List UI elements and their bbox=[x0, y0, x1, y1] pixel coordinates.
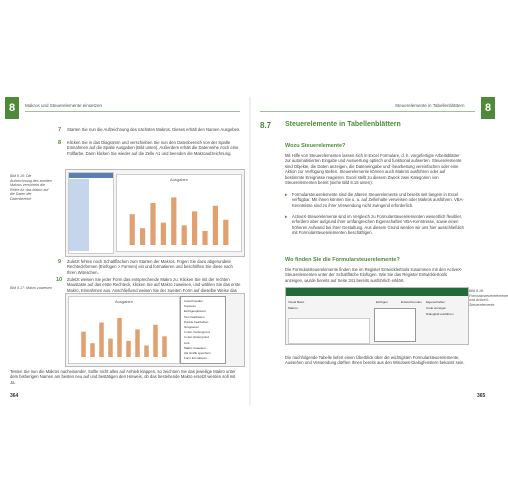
closing-paragraph: Testen Sie nun die Makros nacheinander. Sollte nicht alles auf Anhieb klappen, so zeichnen Sie das jeweilige Makro unter dem bisherigen Namen am besten neu auf und bestätigen den Hinweis, ob das bestehende Makro ersetzt werden soll mit Ja. bbox=[10, 369, 236, 385]
context-menu-item[interactable]: Kopieren bbox=[184, 304, 197, 309]
figure-caption: Bild 8.18: Formularsteuerelemente und ActiveX-Steuerelemente bbox=[469, 289, 508, 307]
context-menu-item[interactable]: In den Hintergrund bbox=[184, 335, 209, 340]
chart-bar bbox=[202, 231, 207, 245]
ribbon-item: Makros bbox=[288, 306, 298, 310]
header-rule bbox=[260, 111, 475, 112]
worksheet-grid bbox=[288, 318, 370, 344]
chart-bar bbox=[140, 228, 145, 245]
chart-title: Ausgaben bbox=[114, 299, 133, 304]
chart-bar bbox=[182, 225, 187, 245]
controls-dropdown bbox=[374, 308, 416, 342]
selected-column bbox=[69, 179, 89, 251]
chart-bar bbox=[117, 318, 122, 357]
excel-screenshot-2 bbox=[65, 293, 245, 367]
bar-chart-svg bbox=[117, 175, 241, 251]
left-page bbox=[5, 97, 245, 405]
figure-caption: Bild 8.17: Makro zuweisen bbox=[10, 286, 52, 290]
ribbon-bar bbox=[286, 288, 468, 296]
right-page bbox=[255, 97, 508, 405]
context-menu-item[interactable]: In den Vordergrund bbox=[184, 330, 210, 335]
chart-bar bbox=[162, 336, 167, 357]
chart bbox=[116, 174, 242, 252]
chart-bar bbox=[153, 325, 158, 357]
context-menu-item[interactable]: Als Grafik speichern bbox=[184, 351, 211, 355]
page-number: 364 bbox=[10, 393, 19, 399]
step-number: 8 bbox=[58, 140, 62, 146]
step-text: Klicken Sie in das Diagramm und verschieben Sie nun den Datenbereich von der Spalte Einnahmen auf die Spalte Ausgaben (Bild unten). Außerdem erhält die Datenreihe noch eine Füllfarbe. Dann klicken Sie wieder auf die Zelle A1 und beenden die Makroaufzeichnung. bbox=[67, 140, 239, 156]
chart-bar bbox=[150, 203, 155, 245]
ribbon-item: Dialogfeld ausführen bbox=[426, 312, 454, 316]
chart-bar bbox=[108, 339, 113, 357]
context-menu-item[interactable]: Punkte bearbeiten bbox=[184, 319, 209, 324]
chapter-tab: 8 bbox=[481, 97, 495, 119]
step-number: 7 bbox=[58, 127, 62, 133]
chart-bar bbox=[99, 323, 104, 358]
subheading: Wo finden Sie die Formularsteuerelemente? bbox=[285, 257, 400, 263]
chart-title: Ausgaben bbox=[169, 177, 188, 182]
context-menu-item[interactable]: Einfügeoptionen: bbox=[184, 309, 207, 314]
data-table bbox=[68, 172, 114, 254]
gutter bbox=[249, 97, 251, 405]
figure-caption: Bild 8.16: Die Aufzeichnung des zweiten Makros verschiebt die Reihe für das Makro auf die Daten der Datenbereich bbox=[10, 174, 52, 201]
ribbon-item: Eigenschaften bbox=[426, 300, 446, 304]
bullet-text: Formularsteuerelemente sind die älteren Steuerelemente und bereits seit langem in Excel verfügbar. Mit ihnen können Sie u. a. auf Zellinhalte verweisen oder Makros ausführen. VBA-Kenntnisse sind zu ihrer Verwendung nicht zwingend erforderlich. bbox=[292, 192, 464, 208]
chart-bar bbox=[135, 329, 140, 357]
ribbon-screenshot bbox=[285, 287, 469, 345]
excel-screenshot bbox=[65, 169, 245, 257]
bullet-text: ActiveX-Steuerelemente sind im Vergleich zu Formularsteuerelementen wesentlich flexibler, erfordern aber aufgrund ihrer umfangreichen Eigenschaften VBA-Kenntnisse, sowie einen höheren Aufwand bei ihrer Gestaltung. Aus diesem Grund werden wir uns hier ausschließlich mit Formularsteuerelementen beschäftigen. bbox=[292, 214, 465, 236]
step-text: Starten Sie nun die Aufzeichnung des nächsten Makros. Dieses erhält den Namen Ausgeben. bbox=[67, 127, 241, 132]
table-header bbox=[69, 173, 113, 178]
section-number: 8.7 bbox=[260, 121, 272, 130]
chapter-tab: 8 bbox=[5, 97, 19, 119]
chart-bar bbox=[171, 197, 176, 245]
running-header: Steuerelemente in Tabellenblättern bbox=[395, 103, 465, 108]
chart-bar bbox=[213, 206, 218, 245]
paragraph: Mit Hilfe von Steuerelementen lassen sich in Excel Formulare, d. h. vorgefertigte Arbeitsblätter zur automatisierten Eingabe und Auswertung optisch und funktional aufwerten. Steuerelemente sind Objekte, die Daten anzeigen, die Dateneingabe und -bearbeitung vereinfachen oder eine Aktion zur Verfügung stellen. Steuerelemente können auch Makros ausführen oder auf bestimmte Ereignisse reagieren. Excel stellt zu diesem Zweck zwei Kategorien von Steuerelementen bereit (siehe Bild 8.18 unten): bbox=[285, 153, 462, 186]
chart bbox=[68, 296, 180, 364]
header-rule bbox=[25, 111, 240, 112]
book-spread bbox=[5, 97, 508, 405]
step-number: 9 bbox=[58, 259, 62, 265]
chart-bar bbox=[126, 341, 131, 357]
chart-bar bbox=[90, 343, 95, 357]
running-header: Makros und Steuerelemente einsetzen bbox=[25, 103, 103, 108]
step-number: 10 bbox=[56, 277, 63, 283]
step-text: Zuletzt weisen Sie jeder Form das entsprechende Makro zu: Klicken Sie mit der rechten Maustaste auf das erste Rechteck, klicken Sie auf Makro zuweisen, und wählen Sie das erste Makro, Einnahmen aus. Anschließend weisen Sie der zweiten Form auf dieselbe Weise das bbox=[67, 277, 241, 293]
bullet-marker: ▸ bbox=[285, 192, 288, 197]
chart-bar bbox=[161, 223, 166, 245]
ribbon-item: Visual Basic bbox=[288, 300, 305, 304]
context-menu-item[interactable]: Form formatieren... bbox=[184, 356, 210, 361]
ribbon-item: Entwurfsmodus bbox=[401, 300, 422, 304]
ribbon-item: Einfügen bbox=[376, 300, 388, 304]
context-menu bbox=[180, 296, 226, 364]
chart-bar bbox=[81, 332, 86, 357]
ribbon-item: Code anzeigen bbox=[426, 306, 447, 310]
context-menu-item[interactable]: Ausschneiden bbox=[184, 299, 203, 303]
bullet-marker: ▸ bbox=[285, 214, 288, 219]
context-menu-item[interactable]: Text bearbeiten bbox=[184, 314, 205, 319]
chart-bar bbox=[223, 220, 228, 245]
paragraph: Die Formularsteuerelemente finden Sie im Register Entwicklertools zusammen mit den ActiveX-Steuerelementen unter der Schaltfläche Einfügen. Wie Sie das Register Entwicklertools anzeigen, wurde bereits auf Seite 341 bereits ausführlich erklärt. bbox=[285, 267, 463, 283]
paragraph: Die nachfolgende Tabelle liefert einen Überblick über die wichtigsten Formularsteuerelemente, Aussehen und Verwendung dürften Ihnen bereits aus den Windows-Dialogfenstern bekannt sein. bbox=[285, 355, 465, 366]
chart-bar bbox=[130, 214, 135, 245]
context-menu-item[interactable]: Makro zuweisen... bbox=[184, 345, 209, 350]
chart-bar bbox=[192, 211, 197, 245]
page-number: 365 bbox=[477, 393, 486, 399]
subheading: Wozu Steuerelemente? bbox=[285, 143, 346, 149]
context-menu-item[interactable]: Link bbox=[184, 340, 190, 345]
step-text: Zuletzt fehlen noch Schaltflächen zum Starten der Makros. Fügen Sie dazu abgerundete Rechteckformen (Einfügen > Formen) ein und formatieren und beschriften Sie diese nach Ihren Wünschen. bbox=[67, 259, 233, 275]
chart-bar bbox=[144, 346, 149, 358]
context-menu-item[interactable]: Gruppieren bbox=[184, 325, 200, 329]
bar-chart-svg bbox=[69, 297, 179, 363]
section-title: Steuerelemente in Tabellenblättern bbox=[285, 121, 401, 128]
